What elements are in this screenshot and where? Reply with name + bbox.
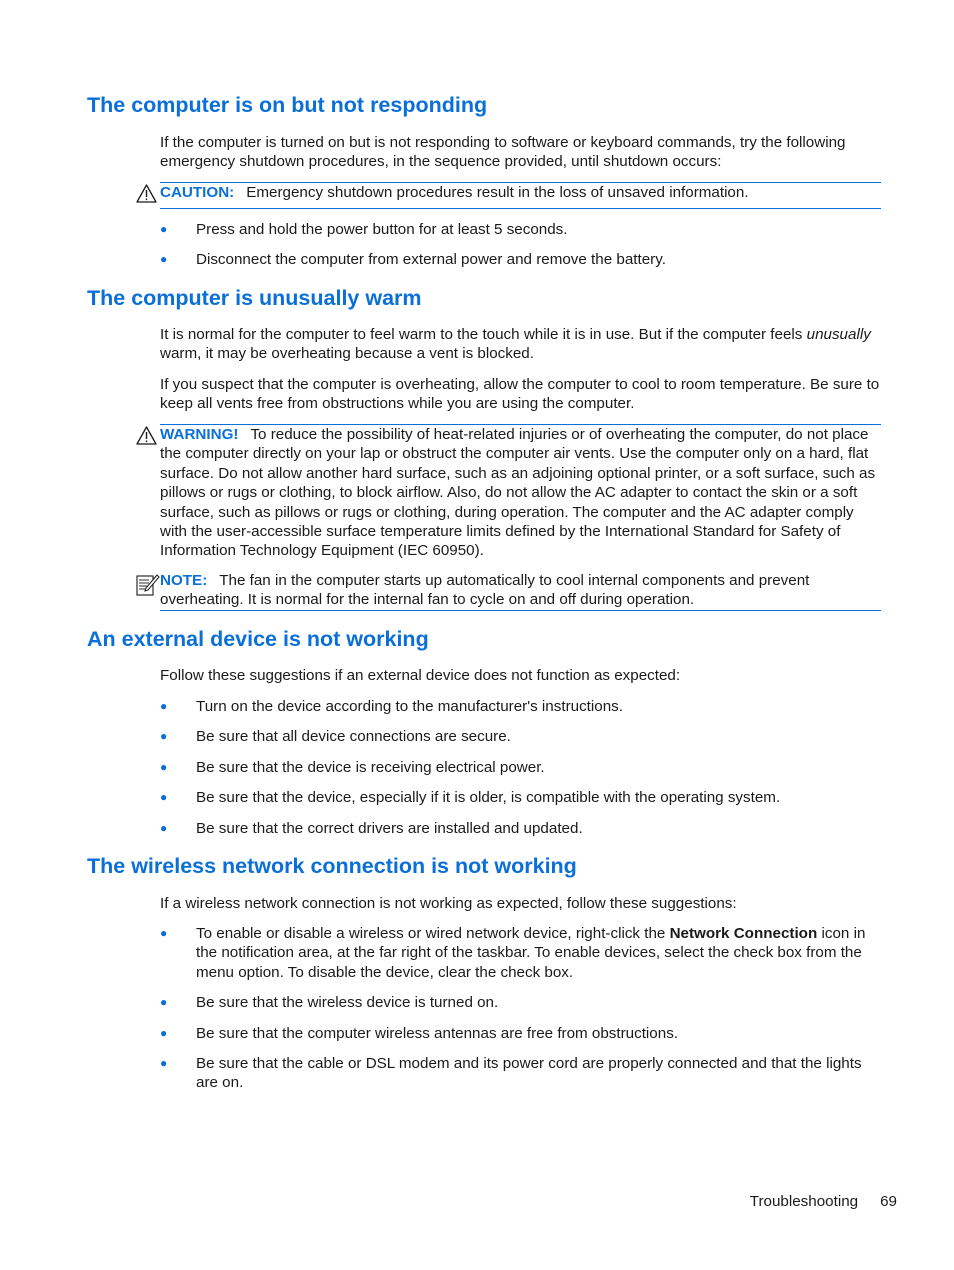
paragraph-wireless-intro: If a wireless network connection is not working as expected, follow these suggestions: (160, 895, 737, 912)
list-item-text: Press and hold the power button for at least 5 seconds. (196, 221, 568, 238)
bullet-dot: ● (160, 1026, 168, 1040)
heading-wireless: The wireless network connection is not working (87, 854, 577, 878)
note-label: NOTE: (160, 572, 208, 589)
bullet-dot: ● (160, 926, 168, 940)
note-text: The fan in the computer starts up automatically to cool internal components and prevent overheating. It is normal for the internal fan to cycle on and off during operation. (160, 572, 810, 609)
caution-bottom-rule (160, 208, 881, 209)
bullet-dot: ● (160, 821, 168, 835)
network-connection-term: Network Connection (669, 925, 818, 942)
paragraph-warm-2: If you suspect that the computer is overheating, allow the computer to cool to room temperature. Be sure to keep all vents free from obstructions while you are using the computer. (160, 376, 880, 413)
list-item-text: Be sure that the cable or DSL modem and its power cord are properly connected and that the lights are on. (196, 1055, 862, 1092)
list-item-text: Be sure that the device, especially if it is older, is compatible with the operating system. (196, 789, 781, 806)
list-item-text: To enable or disable a wireless or wired network device, right-click the Network Connection icon in the notification area, at the far right of the taskbar. To enable devices, select the check box from the menu option. To disable the device, clear the check box. (196, 925, 866, 981)
caution-text: Emergency shutdown procedures result in the loss of unsaved information. (246, 184, 749, 201)
bullet-dot: ● (160, 790, 168, 804)
bullet-dot: ● (160, 699, 168, 713)
list-item-text: Be sure that the wireless device is turned on. (196, 994, 499, 1011)
list-item-text: Be sure that all device connections are secure. (196, 728, 511, 745)
caution-triangle-icon (136, 184, 157, 203)
bullet-dot: ● (160, 729, 168, 743)
paragraph-external-intro: Follow these suggestions if an external device does not function as expected: (160, 667, 681, 684)
warning-triangle-icon (136, 426, 157, 445)
paragraph-warm-1: It is normal for the computer to feel warm to the touch while it is in use. But if the computer feels unusually warm, it may be overheating because a vent is blocked. (160, 326, 871, 363)
page-number: 69 (880, 1193, 897, 1210)
caution-note (160, 183, 881, 202)
bullet-dot: ● (160, 222, 168, 236)
heading-unusually-warm: The computer is unusually warm (87, 286, 422, 310)
bullet-dot: ● (160, 995, 168, 1009)
list-item-text: Be sure that the device is receiving electrical power. (196, 759, 545, 776)
warning-label: WARNING! (160, 426, 239, 443)
note-pad-icon (136, 572, 160, 596)
list-item-text: Be sure that the correct drivers are installed and updated. (196, 820, 583, 837)
warning-text: To reduce the possibility of heat-related injuries or of overheating the computer, do not place the computer directly on your lap or obstruct the computer air vents. Use the computer only on a hard, flat surface. Do not allow another hard surface, such as an adjoining optional printer, or a soft surface, such as pillows or rugs or clothing, to block airflow. Also, do not allow the AC adapter to contact the skin or a soft surface, such as pillows or rugs or clothing, during operation. The computer and the AC adapter comply with the user-accessible surface temperature limits defined by the International Standard for Safety of Information Technology Equipment (IEC 60950). (160, 426, 876, 560)
footer-chapter: Troubleshooting (749, 1193, 859, 1210)
emphasis-unusually: unusually (806, 326, 871, 343)
caution-label: CAUTION: (160, 184, 235, 201)
heading-not-responding: The computer is on but not responding (87, 93, 488, 117)
bullet-dot: ● (160, 760, 168, 774)
fan-note (160, 571, 881, 610)
list-item-text: Disconnect the computer from external power and remove the battery. (196, 251, 666, 268)
bullet-dot: ● (160, 1056, 168, 1070)
warning-note (160, 425, 881, 561)
note-bottom-rule (160, 610, 881, 611)
list-item-text: Be sure that the computer wireless antennas are free from obstructions. (196, 1025, 679, 1042)
paragraph-not-responding-intro: If the computer is turned on but is not responding to software or keyboard commands, try the following emergency shutdown procedures, in the sequence provided, until shutdown occurs: (160, 134, 846, 171)
heading-external-device: An external device is not working (87, 627, 429, 651)
list-item-text: Turn on the device according to the manufacturer's instructions. (196, 698, 623, 715)
page-footer (728, 1192, 897, 1211)
bullet-dot: ● (160, 252, 168, 266)
